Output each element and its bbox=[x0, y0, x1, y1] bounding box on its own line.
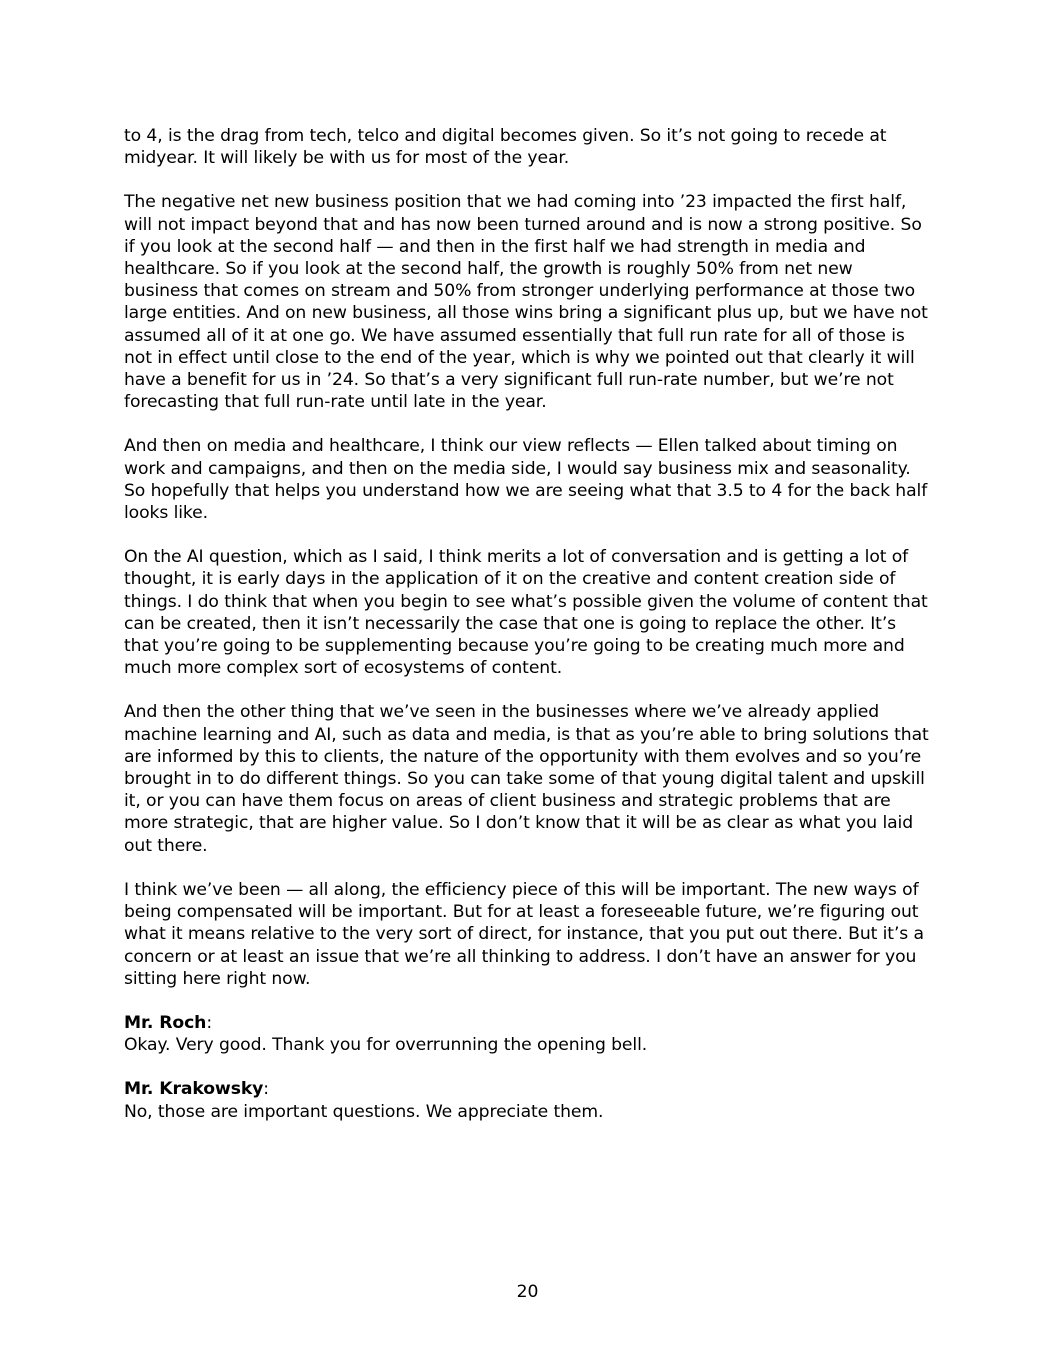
speaker-name: Mr. Roch bbox=[124, 1012, 207, 1033]
speaker-colon: : bbox=[263, 1079, 269, 1100]
paragraph-net-new-business: The negative net new business position that we had coming into ’23 impacted the first half, will not impact beyond that and has now been turned around and is now a strong positive. So if you look at the second half — and then in the first half we had strength in media and healthcare. So if you look at the second half, the growth is roughly 50% from net new business that comes on stream and 50% from stronger underlying performance at those two large entities. And on new business, all those wins bring a significant plus up, but we have not assumed all of it at one go. We have assumed essentially that full run rate for all of those is not in effect until close to the end of the year, which is why we pointed out that clearly it will have a benefit for us in ’24. So that’s a very significant full run-rate number, but we’re not forecasting that full run-rate until late in the year. bbox=[124, 192, 928, 413]
speaker-remark: Okay. Very good. Thank you for overrunning the opening bell. bbox=[124, 1035, 648, 1056]
paragraph-media-healthcare: And then on media and healthcare, I think our view reflects — Ellen talked about timing on work and campaigns, and then on the media side, I would say business mix and seasonality. So hopefully that helps you understand how we are seeing what that 3.5 to 4 for the back half looks like. bbox=[124, 436, 928, 524]
paragraph-continued-drag: to 4, is the drag from tech, telco and digital becomes given. So it’s not going to recede at midyear. It will likely be with us for most of the year. bbox=[124, 126, 887, 169]
paragraph-efficiency: I think we’ve been — all along, the efficiency piece of this will be important. The new ways of being compensated will be important. But for at least a foreseeable future, we’re figuring out what it means relative to the very sort of direct, for instance, that you put out there. But it’s a concern or at least an issue that we’re all thinking to address. I don’t have an answer for you sitting here right now. bbox=[124, 879, 924, 989]
speaker-name: Mr. Krakowsky bbox=[124, 1079, 264, 1100]
transcript-body bbox=[124, 125, 930, 1145]
speaker-line bbox=[124, 1078, 930, 1100]
speaker-line bbox=[124, 1012, 930, 1034]
paragraph-machine-learning: And then the other thing that we’ve seen in the businesses where we’ve already applied machine learning and AI, such as data and media, is that as you’re able to bring solutions that are informed by this to clients, the nature of the opportunity with them evolves and so you’re brought in to do different things. So you can take some of that young digital talent and upskill it, or you can have them focus on areas of client business and strategic problems that are more strategic, that are higher value. So I don’t know that it will be as clear as what you laid out there. bbox=[124, 702, 929, 856]
exchange-roch bbox=[124, 1012, 930, 1056]
page-number: 20 bbox=[516, 1282, 539, 1302]
speaker-remark: No, those are important questions. We appreciate them. bbox=[124, 1101, 604, 1122]
speaker-colon: : bbox=[206, 1012, 213, 1033]
exchange-krakowsky bbox=[124, 1078, 930, 1122]
paragraph-ai-question: On the AI question, which as I said, I think merits a lot of conversation and is getting a lot of thought, it is early days in the application of it on the creative and content creation side of things. I do think that when you begin to see what’s possible given the volume of content that can be created, then it isn’t necessarily the case that one is going to replace the other. It’s that you’re going to be supplementing because you’re going to be creating much more and much more complex sort of ecosystems of content. bbox=[124, 547, 928, 679]
